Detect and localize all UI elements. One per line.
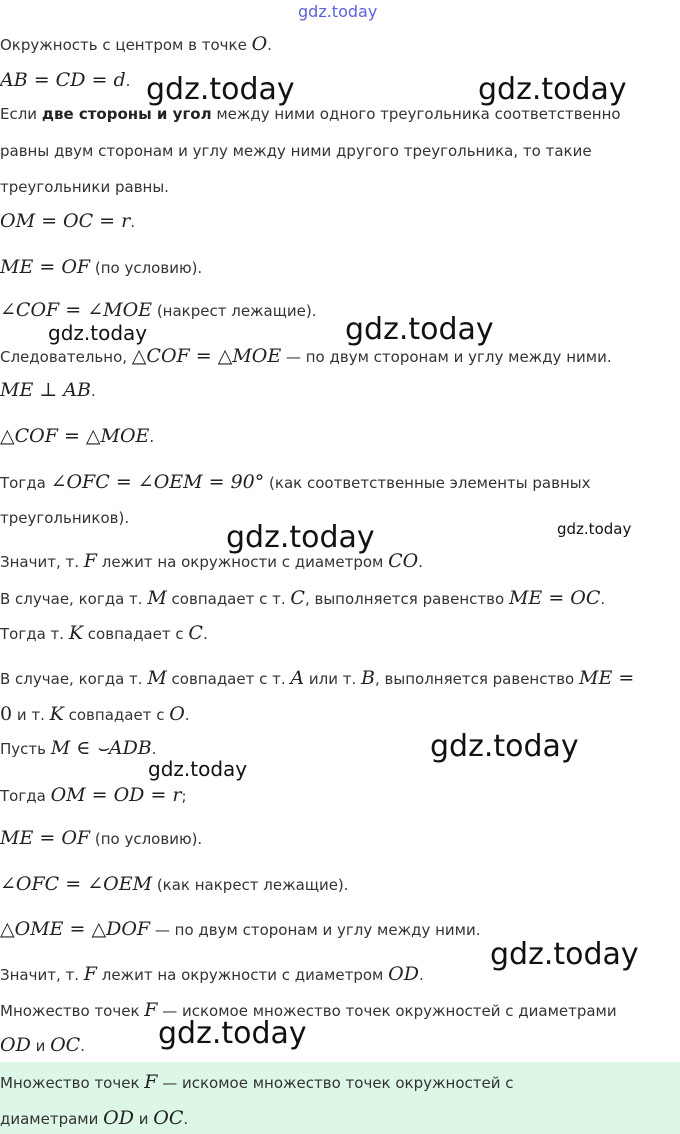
text-span: В случае, когда т.	[0, 590, 148, 608]
text-span: , выполняется равенство	[375, 670, 580, 688]
text-span: (как накрест лежащие).	[152, 876, 349, 894]
text-span: , выполняется равенство	[304, 590, 509, 608]
math-expression: F	[144, 999, 158, 1021]
math-expression: K	[49, 703, 64, 725]
text-line	[0, 666, 680, 691]
text-span: Окружность с центром в точке	[0, 36, 252, 54]
header-watermark: gdz.today	[298, 2, 378, 21]
watermark: gdz.today	[48, 321, 148, 345]
text-line	[0, 255, 680, 280]
answer-line	[0, 1070, 680, 1095]
math-expression: M	[147, 667, 167, 689]
text-span: (как соответственные элементы равных	[264, 474, 591, 492]
text-span: или т.	[304, 670, 362, 688]
math-expression: F	[83, 963, 97, 985]
text-span: Значит, т.	[0, 553, 84, 571]
text-span: В случае, когда т.	[0, 670, 148, 688]
math-expression: ∠COF = ∠MOE	[0, 299, 153, 321]
math-expression: O	[251, 33, 268, 55]
math-expression: ∠OFC = ∠OEM = 90°	[50, 471, 265, 493]
math-expression: OD	[388, 963, 419, 985]
math-expression: OD	[0, 1034, 31, 1056]
math-expression: AB = CD = d	[0, 69, 126, 91]
text-span: Если	[0, 105, 42, 123]
text-span: — по двум сторонам и углу между ними.	[150, 921, 481, 939]
math-expression: A	[290, 667, 305, 689]
text-line	[0, 586, 680, 611]
text-span: Значит, т.	[0, 966, 84, 984]
text-line	[0, 139, 680, 163]
watermark: gdz.today	[557, 520, 632, 538]
text-span: (по условию).	[90, 259, 203, 277]
text-span: Следовательно,	[0, 348, 132, 366]
text-line	[0, 621, 680, 646]
text-span: лежит на окружности с диаметром	[96, 966, 389, 984]
text-span: .	[151, 740, 157, 758]
text-line	[0, 209, 680, 234]
bold-text: две стороны и угол	[41, 105, 212, 123]
text-span: и т.	[12, 706, 50, 724]
watermark: gdz.today	[158, 1016, 307, 1051]
text-line	[0, 378, 680, 403]
text-span: Тогда т.	[0, 625, 69, 643]
text-span: — искомое множество точек окружностей с	[157, 1074, 514, 1092]
answer-line	[0, 1106, 680, 1131]
watermark: gdz.today	[430, 729, 579, 764]
text-span: .	[90, 382, 96, 400]
math-expression: ME = OF	[0, 827, 91, 849]
text-span: Тогда	[0, 787, 51, 805]
text-line	[0, 826, 680, 851]
text-line	[0, 344, 680, 369]
text-line	[0, 872, 680, 897]
text-span: — искомое множество точек окружностей с диаметрами	[157, 1002, 617, 1020]
text-span: .	[130, 213, 136, 231]
watermark: gdz.today	[478, 72, 627, 107]
math-expression: OM = OD = r	[50, 784, 182, 806]
text-span: совпадает с т.	[166, 590, 291, 608]
text-span: между ними одного треугольника соответственно	[211, 105, 621, 123]
math-expression: K	[68, 622, 84, 644]
text-span: .	[183, 1110, 189, 1128]
text-span: (накрест лежащие).	[152, 302, 317, 320]
text-line	[0, 783, 680, 808]
text-span: .	[80, 1037, 86, 1055]
text-span: .	[202, 625, 208, 643]
text-span: и	[133, 1110, 154, 1128]
math-expression: OC	[153, 1107, 184, 1129]
watermark: gdz.today	[146, 72, 295, 107]
watermark: gdz.today	[345, 312, 494, 347]
text-span: диаметрами	[0, 1110, 104, 1128]
text-span: Пусть	[0, 740, 51, 758]
text-span: Множество точек	[0, 1002, 145, 1020]
text-line	[0, 1033, 680, 1058]
math-expression: F	[144, 1071, 158, 1093]
math-expression: ME = OC	[508, 587, 601, 609]
text-span: .	[267, 36, 272, 54]
text-span: совпадает с	[83, 625, 189, 643]
math-expression: ME ⊥ AB	[0, 379, 91, 401]
math-expression: △COF = △MOE	[0, 425, 150, 447]
text-span: .	[600, 590, 606, 608]
text-span: .	[418, 553, 424, 571]
math-expression: O	[169, 703, 185, 725]
text-span: треугольников).	[0, 509, 130, 527]
text-span: и	[30, 1037, 51, 1055]
text-line	[0, 32, 680, 57]
text-line	[0, 175, 680, 199]
text-span: лежит на окружности с диаметром	[96, 553, 389, 571]
text-span: совпадает с т.	[166, 670, 291, 688]
text-line	[0, 424, 680, 449]
text-line	[0, 470, 680, 495]
text-line	[0, 298, 680, 323]
math-expression: OM = OC = r	[0, 210, 131, 232]
math-expression: 0	[0, 703, 13, 725]
text-span: треугольники равны.	[0, 178, 169, 196]
text-span: совпадает с	[63, 706, 170, 724]
math-expression: ∠OFC = ∠OEM	[0, 873, 153, 895]
math-expression: △OME = △DOF	[0, 918, 151, 940]
math-expression: C	[290, 587, 305, 609]
math-expression: OC	[50, 1034, 81, 1056]
text-span: равны двум сторонам и углу между ними другого треугольника, то такие	[0, 142, 592, 160]
math-expression: ME = OF	[0, 256, 91, 278]
math-expression: OD	[103, 1107, 134, 1129]
math-expression: M ∈ ⌣ADB	[50, 737, 152, 759]
answer-box	[0, 1062, 680, 1134]
text-line	[0, 702, 680, 727]
math-expression: △COF = △MOE	[131, 345, 282, 367]
text-line	[0, 998, 680, 1023]
text-span: Тогда	[0, 474, 51, 492]
text-span: Множество точек	[0, 1074, 145, 1092]
math-expression: F	[83, 550, 97, 572]
watermark: gdz.today	[226, 520, 375, 555]
math-expression: C	[188, 622, 203, 644]
text-span: (по условию).	[90, 830, 203, 848]
watermark: gdz.today	[148, 757, 248, 781]
math-expression: B	[361, 667, 376, 689]
text-span: .	[149, 428, 155, 446]
watermark: gdz.today	[490, 937, 639, 972]
text-span: — по двум сторонам и углу между ними.	[281, 348, 612, 366]
text-span: .	[125, 72, 131, 90]
text-span: .	[184, 706, 190, 724]
math-expression: M	[147, 587, 167, 609]
text-span: .	[418, 966, 424, 984]
math-expression: CO	[388, 550, 419, 572]
text-span: ;	[181, 787, 187, 805]
math-expression: ME =	[579, 667, 635, 689]
